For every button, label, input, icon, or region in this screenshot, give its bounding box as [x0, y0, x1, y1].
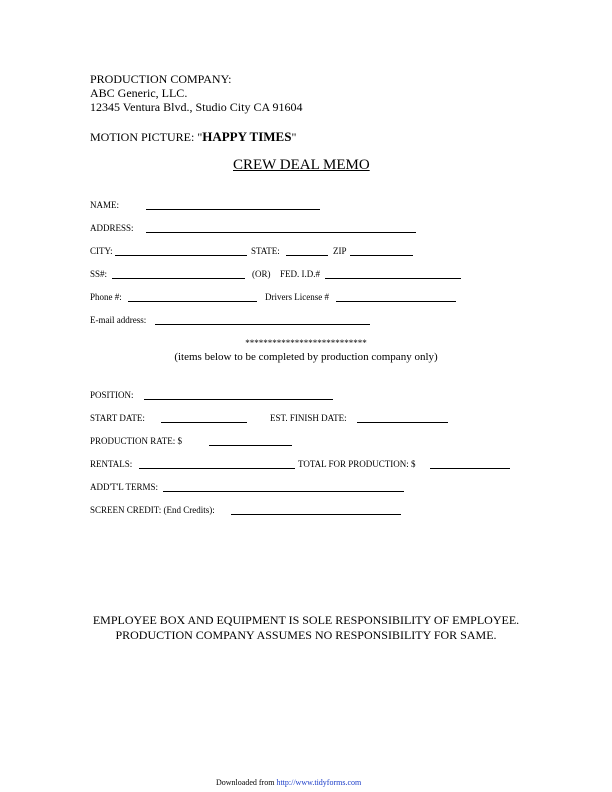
fed-id-field[interactable]: [325, 269, 461, 279]
total-production-field[interactable]: [430, 459, 510, 469]
production-only-note: (items below to be completed by production company only): [174, 351, 438, 363]
page-title: CREW DEAL MEMO: [233, 157, 370, 173]
motion-picture-title: HAPPY TIMES: [202, 129, 292, 144]
drivers-license-field[interactable]: [336, 292, 456, 302]
zip-field[interactable]: [350, 246, 413, 256]
fed-id-label: FED. I.D.#: [280, 269, 320, 279]
ss-field[interactable]: [112, 269, 245, 279]
state-label: STATE:: [251, 246, 280, 256]
production-rate-label: PRODUCTION RATE: $: [90, 436, 183, 446]
download-footer: [216, 778, 361, 787]
start-date-field[interactable]: [161, 413, 247, 423]
start-date-label: START DATE:: [90, 413, 145, 423]
position-field[interactable]: [144, 390, 333, 400]
company-label: PRODUCTION COMPANY:: [90, 72, 232, 86]
position-label: POSITION:: [90, 390, 134, 400]
name-field[interactable]: [146, 200, 320, 210]
city-label: CITY:: [90, 246, 113, 256]
company-address: 12345 Ventura Blvd., Studio City CA 91604: [90, 100, 303, 114]
addtl-terms-field[interactable]: [163, 482, 404, 492]
phone-field[interactable]: [128, 292, 257, 302]
separator-stars: ***************************: [245, 338, 367, 348]
drivers-license-label: Drivers License #: [265, 292, 329, 302]
download-prefix: Downloaded from: [216, 778, 275, 787]
or-label: (OR): [252, 269, 271, 279]
motion-picture-label: MOTION PICTURE: ": [90, 130, 203, 144]
company-name: ABC Generic, LLC.: [90, 86, 188, 100]
state-field[interactable]: [286, 246, 328, 256]
screen-credit-field[interactable]: [231, 505, 401, 515]
disclaimer-line-2: PRODUCTION COMPANY ASSUMES NO RESPONSIBILITY FOR SAME.: [115, 628, 497, 642]
phone-label: Phone #:: [90, 292, 122, 302]
disclaimer-line-1: EMPLOYEE BOX AND EQUIPMENT IS SOLE RESPONSIBILITY OF EMPLOYEE.: [92, 613, 520, 627]
addtl-terms-label: ADD'T'L TERMS:: [90, 482, 158, 492]
est-finish-date-label: EST. FINISH DATE:: [270, 413, 347, 423]
address-field[interactable]: [146, 223, 416, 233]
rentals-field[interactable]: [139, 459, 295, 469]
motion-picture-close: ": [291, 130, 297, 144]
name-row: [90, 200, 119, 211]
production-rate-field[interactable]: [209, 436, 292, 446]
email-label: E-mail address:: [90, 315, 147, 325]
address-label: ADDRESS:: [90, 223, 134, 233]
motion-picture-line: [90, 130, 296, 144]
city-field[interactable]: [115, 246, 247, 256]
total-production-label: TOTAL FOR PRODUCTION: $: [298, 459, 416, 469]
name-label: NAME:: [90, 200, 119, 210]
download-link[interactable]: http://www.tidyforms.com: [276, 778, 362, 787]
ss-label: SS#:: [90, 269, 108, 279]
est-finish-date-field[interactable]: [357, 413, 448, 423]
email-field[interactable]: [155, 315, 370, 325]
screen-credit-label: SCREEN CREDIT: (End Credits):: [90, 505, 215, 515]
zip-label: ZIP: [333, 246, 347, 256]
rentals-label: RENTALS:: [90, 459, 133, 469]
